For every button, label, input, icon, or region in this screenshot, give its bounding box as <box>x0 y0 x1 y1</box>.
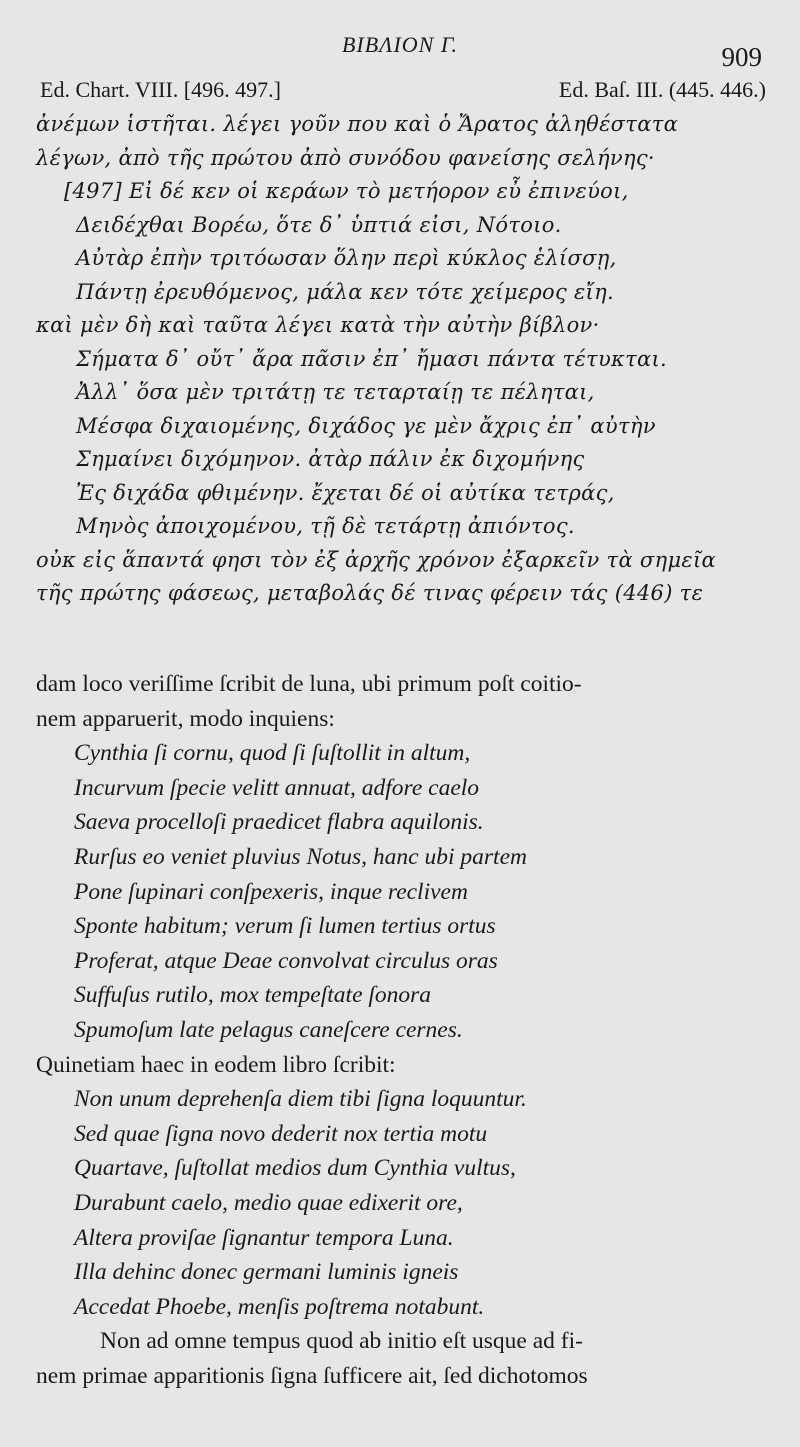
latin-verse-line: Illa dehinc donec germani luminis igneis <box>74 1259 459 1286</box>
greek-line: λέγων, ἀπὸ τῆς πρώτου ἀπὸ συνόδου φανείσης σελήνης· <box>36 145 655 170</box>
greek-line: τῆς πρώτης φάσεως, μεταβολάς δέ τινας φέρειν τάς (446) τε <box>36 581 704 605</box>
latin-verse-line: Rurſus eo veniet pluvius Notus, hanc ubi partem <box>74 843 527 870</box>
latin-verse-line: Durabunt caelo, medio quae edixerit ore, <box>74 1189 463 1216</box>
latin-verse-line: Sponte habitum; verum ſi lumen tertius ortus <box>74 913 496 940</box>
latin-verse-line: Suffuſus rutilo, mox tempeſtate ſonora <box>74 982 432 1009</box>
greek-verse-line: Ἀλλ᾽ ὅσα μὲν τριτάτῃ τε τεταρταίῃ τε πέληται, <box>76 380 595 404</box>
greek-line: ἀνέμων ἱστῆται. λέγει γοῦν που καὶ ὁ Ἄρατος ἀληθέστατα <box>36 112 679 136</box>
latin-verse-line: Proferat, atque Deae convolvat circulus oras <box>74 947 498 974</box>
greek-line: οὐκ εἰς ἅπαντά φησι τὸν ἐξ ἀρχῆς χρόνον ἐξαρκεῖν τὰ σημεῖα <box>36 547 716 572</box>
greek-verse-line: Πάντῃ ἐρευθόμενος, μάλα κεν τότε χείμερος εἴη. <box>76 279 614 304</box>
latin-verse-line: Sed quae ſigna novo dederit nox tertia motu <box>74 1120 488 1147</box>
latin-verse-line: Incurvum ſpecie velitt annuat, adfore caelo <box>74 774 480 801</box>
greek-text-block <box>36 108 766 611</box>
page-number: 909 <box>721 42 762 72</box>
latin-verse-line: Altera proviſae ſignantur tempora Luna. <box>74 1224 454 1251</box>
latin-verse-line: Saeva procelloſi praedicet flabra aquilonis. <box>74 809 484 836</box>
latin-verse-line: Cynthia ſi cornu, quod ſi ſuſtollit in altum, <box>74 740 471 767</box>
greek-verse-line: Μηνὸς ἀποιχομένου, τῇ δὲ τετάρτῃ ἀπιόντος. <box>76 514 575 538</box>
latin-line: Quinetiam haec in eodem libro ſcribit: <box>36 1051 396 1078</box>
greek-verse-line: Αὐτὰρ ἐπὴν τριτόωσαν ὅλην περὶ κύκλος ἑλίσσῃ, <box>76 246 617 270</box>
greek-verse-line: Δειδέχθαι Βορέω, ὅτε δ᾽ ὑπτιά εἰσι, Νότοιο. <box>76 212 562 237</box>
greek-verse-line: Σημαίνει διχόμηνον. ἀτὰρ πάλιν ἐκ διχομήνης <box>76 447 585 471</box>
greek-verse-line: [497] Εἰ δέ κεν οἱ κεράων τὸ μετήορον εὖ ἐπινεύοι, <box>64 179 629 203</box>
greek-verse-line: Ἐς διχάδα φθιμένην. ἔχεται δέ οἱ αὐτίκα τετράς, <box>76 480 615 505</box>
latin-text-block <box>36 667 766 1393</box>
latin-line: Non ad omne tempus quod ab initio eſt usque ad fi- <box>100 1328 583 1355</box>
greek-line: καὶ μὲν δὴ καὶ ταῦτα λέγει κατὰ τὴν αὐτὴν βίβλον· <box>36 313 600 337</box>
latin-verse-line: Non unum deprehenſa diem tibi ſigna loquuntur. <box>74 1086 527 1113</box>
edition-ref-right: Ed. Baſ. III. (445. 446.) <box>558 77 766 102</box>
latin-verse-line: Accedat Phoebe, menſis poſtrema notabunt. <box>74 1293 485 1320</box>
greek-verse-line: Μέσφα διχαιομένης, διχάδος γε μὲν ἄχρις ἐπ᾽ αὐτὴν <box>76 413 656 438</box>
edition-references <box>40 77 766 103</box>
latin-line: nem primae apparitionis ſigna ſufficere ait, ſed dichotomos <box>36 1362 588 1389</box>
latin-line: nem apparuerit, modo inquiens: <box>36 705 335 732</box>
latin-verse-line: Pone ſupinari conſpexeris, inque reclivem <box>74 878 468 905</box>
latin-line: dam loco veriſſime ſcribit de luna, ubi primum poſt coitio- <box>36 671 582 697</box>
greek-verse-line: Σήματα δ᾽ οὔτ᾽ ἄρα πᾶσιν ἐπ᾽ ἤμασι πάντα τέτυκται. <box>76 346 668 371</box>
edition-ref-left: Ed. Chart. VIII. [496. 497.] <box>40 77 281 102</box>
latin-verse-line: Spumoſum late pelagus caneſcere cernes. <box>74 1016 463 1043</box>
latin-verse-line: Quartave, ſuſtollat medios dum Cynthia vultus, <box>74 1155 516 1182</box>
running-title: ΒΙΒΛΙΟΝ Γ. <box>341 32 459 57</box>
